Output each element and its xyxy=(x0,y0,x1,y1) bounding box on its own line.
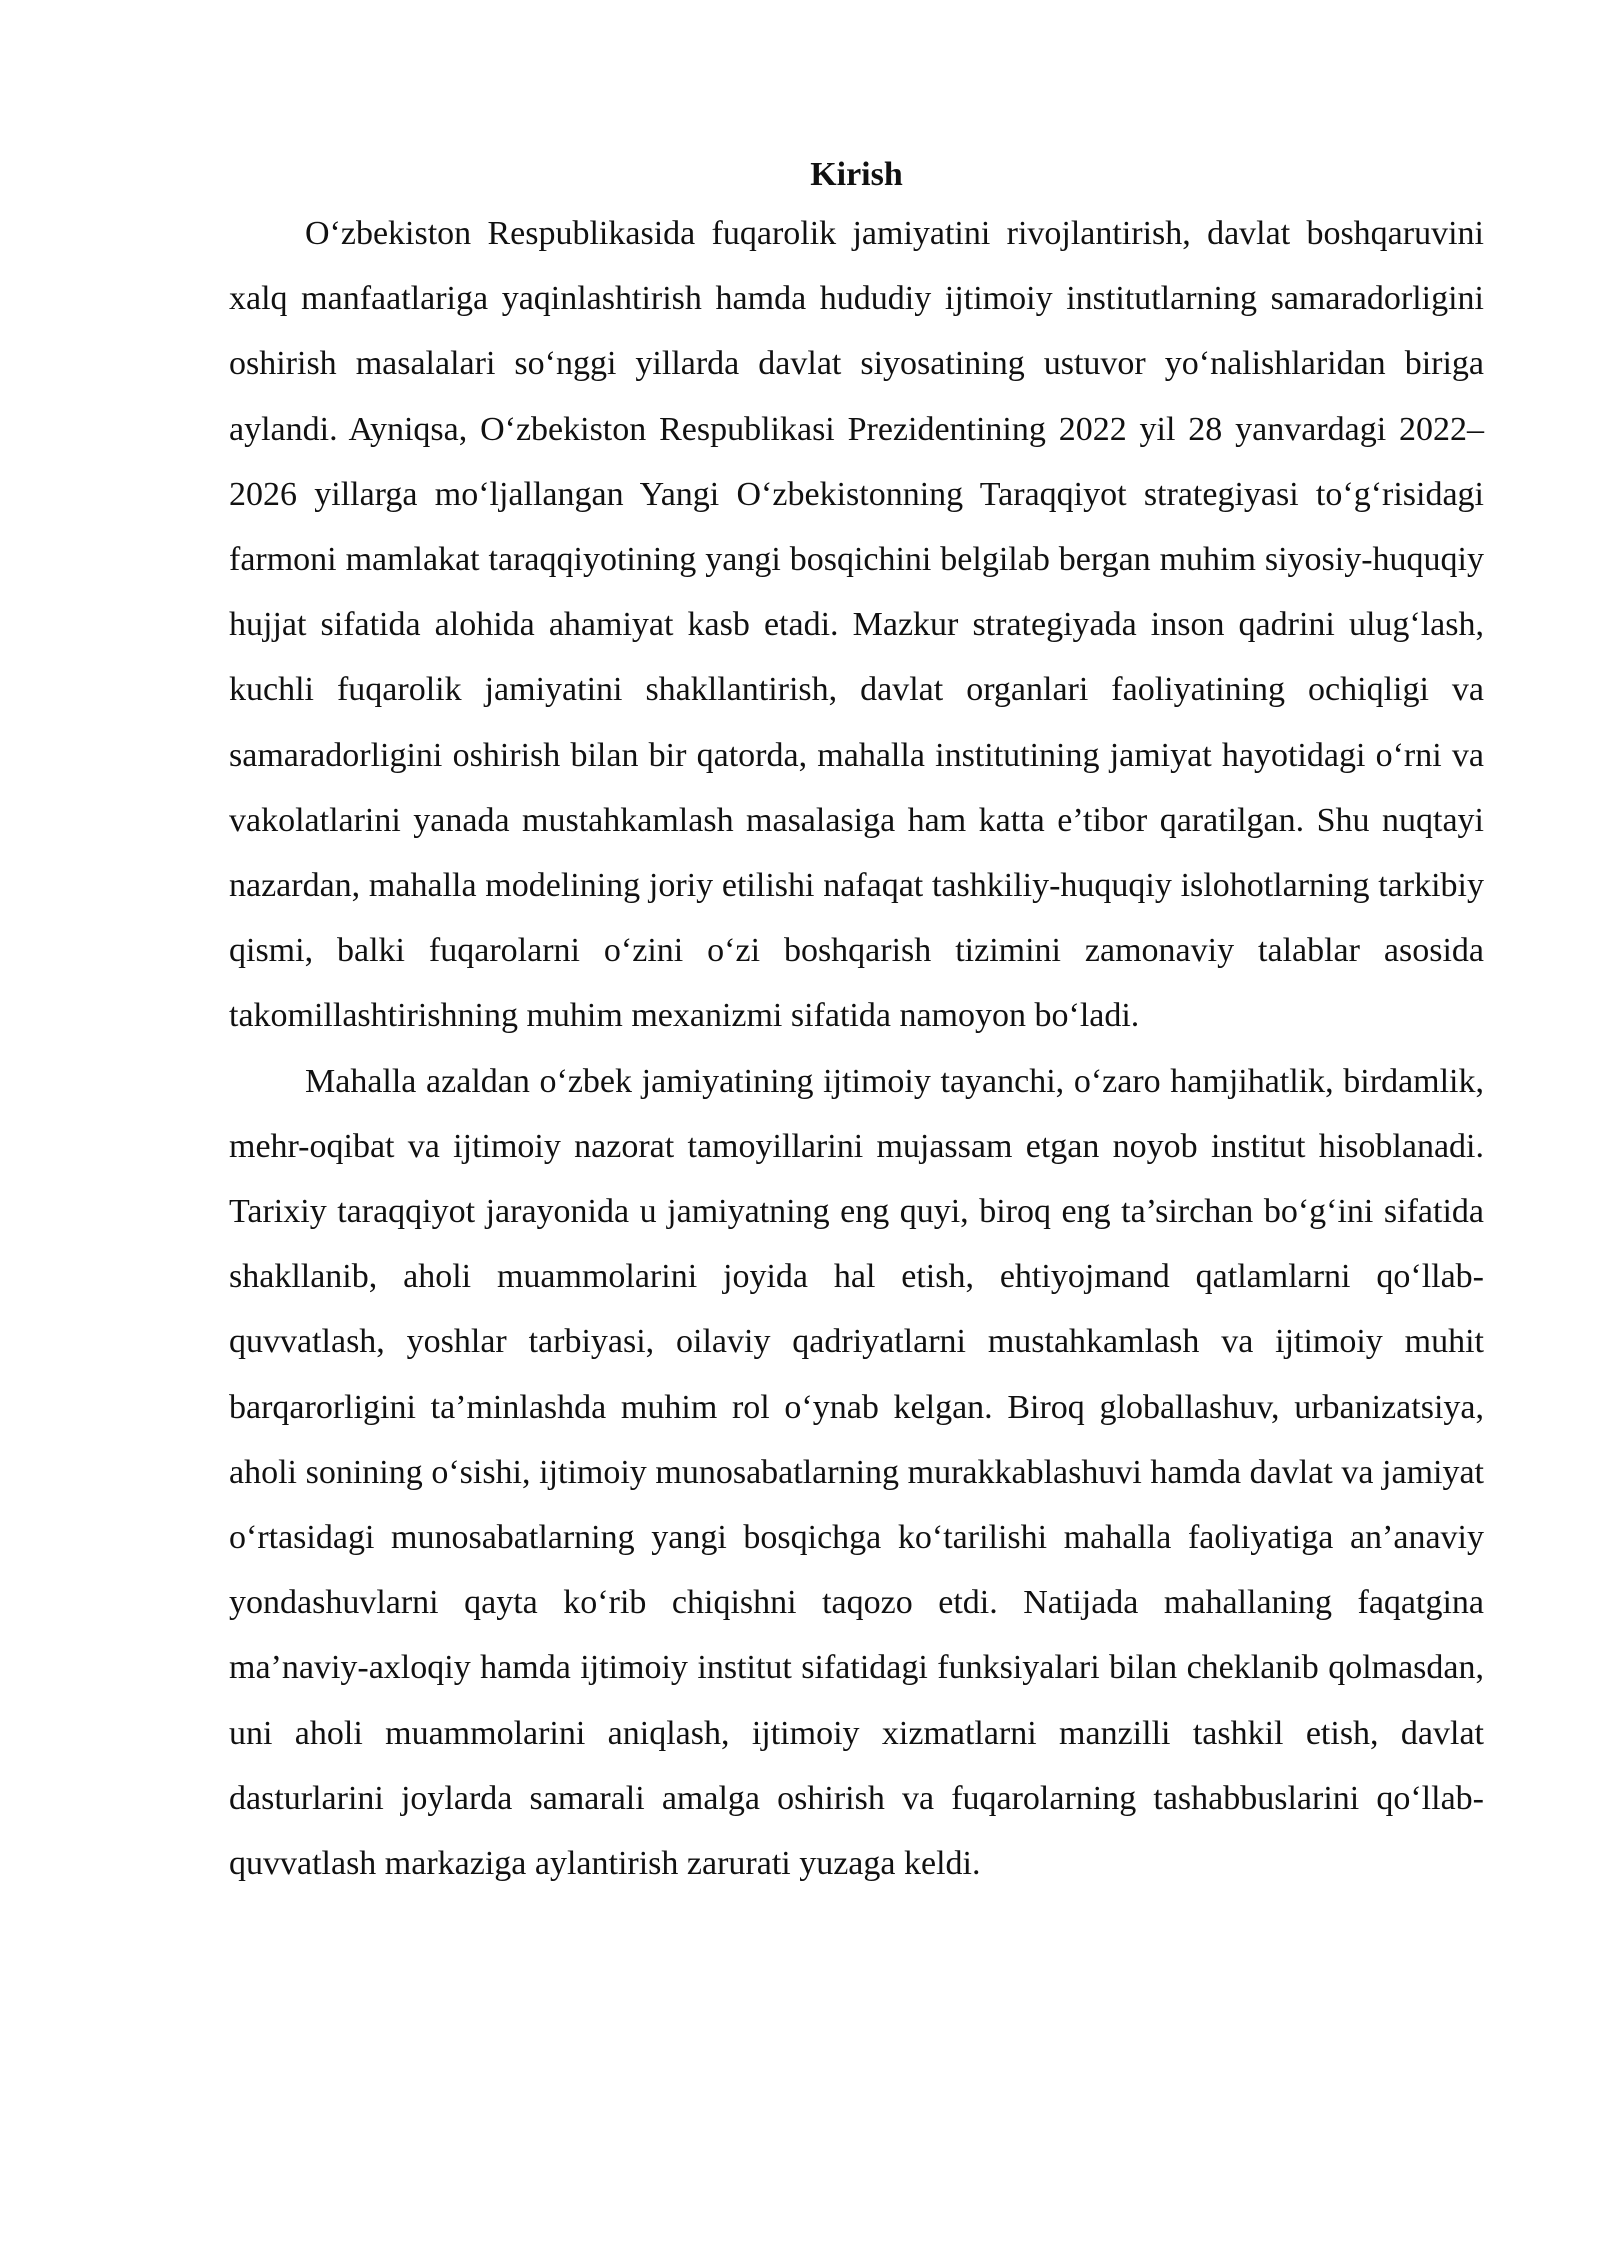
paragraph-2: Mahalla azaldan o‘zbek jamiyatining ijtimoiy tayanchi, o‘zaro hamjihatlik, birdamlik, mehr-oqibat va ijtimoiy nazorat tamoyillarini mujassam etgan noyob institut hisoblanadi. Tarixiy taraqqiyot jarayonida u jamiyatning eng quyi, biroq eng ta’sirchan bo‘g‘ini sifatida shakllanib, aholi muammolarini joyida hal etish, ehtiyojmand qatlamlarni qo‘llab-quvvatlash, yoshlar tarbiyasi, oilaviy qadriyatlarni mustahkamlash va ijtimoiy muhit barqarorligini ta’minlashda muhim rol o‘ynab kelgan. Biroq globallashuv, urbanizatsiya, aholi sonining o‘sishi, ijtimoiy munosabatlarning murakkablashuvi hamda davlat va jamiyat o‘rtasidagi munosabatlarning yangi bosqichga ko‘tarilishi mahalla faoliyatiga an’anaviy yondashuvlarni qayta ko‘rib chiqishni taqozo etdi. Natijada mahallaning faqatgina ma’naviy-axloqiy hamda ijtimoiy institut sifatidagi funksiyalari bilan cheklanib qolmasdan, uni aholi muammolarini aniqlash, ijtimoiy xizmatlarni manzilli tashkil etish, davlat dasturlarini joylarda samarali amalga oshirish va fuqarolarning tashabbuslarini qo‘llab-quvvatlash markaziga aylantirish zarurati yuzaga keldi. xyxy=(229,1062,1484,1883)
section-title: Kirish xyxy=(810,156,903,193)
paragraph-1: O‘zbekiston Respublikasida fuqarolik jamiyatini rivojlantirish, davlat boshqaruvini xalq manfaatlariga yaqinlashtirish hamda hududiy ijtimoiy institutlarning samaradorligini oshirish masalalari so‘nggi yillarda davlat siyosatining ustuvor yo‘nalishlaridan biriga aylandi. Ayniqsa, O‘zbekiston Respublikasi Prezidentining 2022 yil 28 yanvardagi 2022–2026 yillarga mo‘ljallangan Yangi O‘zbekistonning Taraqqiyot strategiyasi to‘g‘risidagi farmoni mamlakat taraqqiyotining yangi bosqichini belgilab bergan muhim siyosiy-huquqiy hujjat sifatida alohida ahamiyat kasb etadi. Mazkur strategiyada inson qadrini ulug‘lash, kuchli fuqarolik jamiyatini shakllantirish, davlat organlari faoliyatining ochiqligi va samaradorligini oshirish bilan bir qatorda, mahalla institutining jamiyat hayotidagi o‘rni va vakolatlarini yanada mustahkamlash masalasiga ham katta e’tibor qaratilgan. Shu nuqtayi nazardan, mahalla modelining joriy etilishi nafaqat tashkiliy-huquqiy islohotlarning tarkibiy qismi, balki fuqarolarni o‘zini o‘zi boshqarish tizimini zamonaviy talablar asosida takomillashtirishning muhim mexanizmi sifatida namoyon bo‘ladi. xyxy=(229,215,1484,1035)
document-body xyxy=(229,150,1484,1896)
